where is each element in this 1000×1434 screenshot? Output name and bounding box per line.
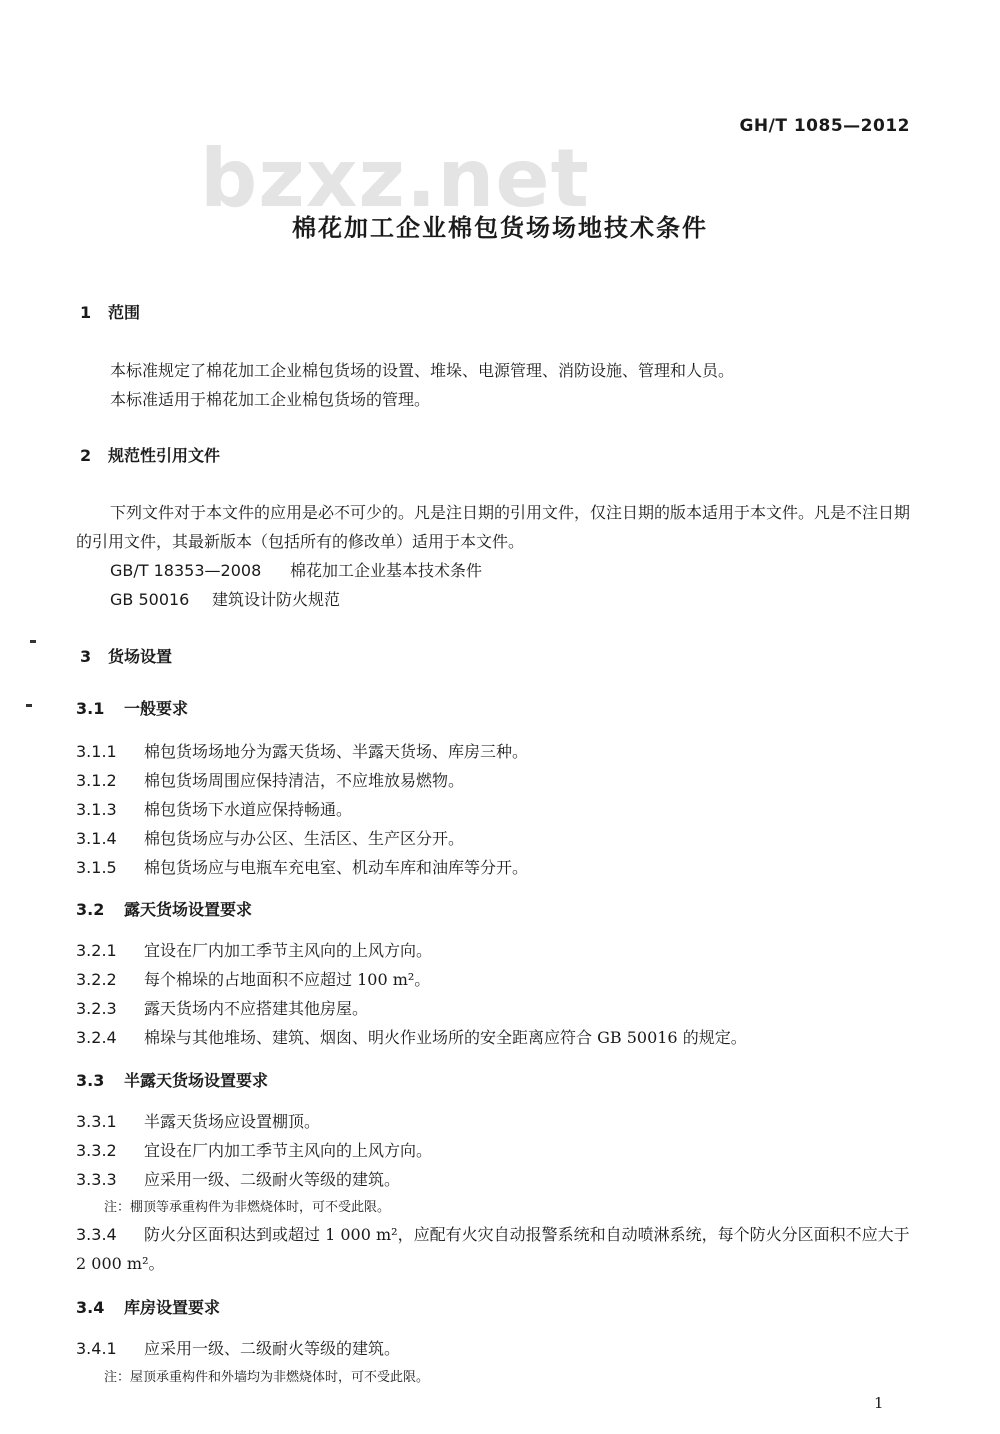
subsection-title: 库房设置要求 <box>124 1298 221 1317</box>
clause-item <box>76 938 432 961</box>
clause-number: 3.4.1 <box>76 1339 117 1358</box>
subsection-3-3-heading <box>76 1068 268 1091</box>
clause-text: 棉包货场场地分为露天货场、半露天货场、库房三种。 <box>144 742 529 761</box>
reference-code: GB 50016 <box>110 590 190 609</box>
clause-item <box>76 1220 910 1278</box>
section-number: 1 <box>80 303 92 322</box>
clause-text: 棉包货场下水道应保持畅通。 <box>144 800 353 819</box>
clause-number: 3.3.4 <box>76 1225 117 1244</box>
reference-title: 建筑设计防火规范 <box>212 590 341 609</box>
margin-mark <box>26 704 32 707</box>
clause-item <box>76 797 352 820</box>
subsection-number: 3.3 <box>76 1071 105 1090</box>
clause-item <box>76 1138 432 1161</box>
reference-title: 棉花加工企业基本技术条件 <box>290 561 483 580</box>
clause-item <box>76 768 464 791</box>
section-title: 范围 <box>108 303 141 322</box>
clause-number: 3.3.2 <box>76 1141 117 1160</box>
clause-text: 应采用一级、二级耐火等级的建筑。 <box>144 1339 401 1358</box>
subsection-title: 半露天货场设置要求 <box>124 1071 269 1090</box>
clause-item <box>76 1109 320 1132</box>
clause-text: 棉垛与其他堆场、建筑、烟囱、明火作业场所的安全距离应符合 GB 50016 的规定。 <box>144 1028 747 1047</box>
clause-text: 宜设在厂内加工季节主风向的上风方向。 <box>144 1141 433 1160</box>
note: 注：屋顶承重构件和外墙均为非燃烧体时，可不受此限。 <box>104 1370 430 1385</box>
clause-number: 3.1.5 <box>76 858 117 877</box>
paragraph: 本标准规定了棉花加工企业棉包货场的设置、堆垛、电源管理、消防设施、管理和人员。 <box>110 361 735 380</box>
section-title: 规范性引用文件 <box>108 446 221 465</box>
section-2-heading <box>80 443 220 466</box>
reference-item <box>110 587 340 610</box>
subsection-3-1-heading <box>76 696 188 719</box>
paragraph: 本标准适用于棉花加工企业棉包货场的管理。 <box>110 390 431 409</box>
subsection-3-2-heading <box>76 897 252 920</box>
page-number: 1 <box>874 1394 884 1412</box>
clause-item <box>76 739 528 762</box>
note: 注：棚顶等承重构件为非燃烧体时，可不受此限。 <box>104 1200 391 1215</box>
standard-number: GH/T 1085—2012 <box>739 116 910 136</box>
clause-number: 3.1.3 <box>76 800 117 819</box>
clause-text: 防火分区面积达到或超过 1 000 m²，应配有火灾自动报警系统和自动喷淋系统，每个防火分区面积不应大于 2 000 m²。 <box>76 1225 910 1273</box>
clause-number: 3.1.4 <box>76 829 117 848</box>
clause-text: 棉包货场应与电瓶车充电室、机动车库和油库等分开。 <box>144 858 529 877</box>
clause-number: 3.2.2 <box>76 970 117 989</box>
section-1-heading <box>80 300 140 323</box>
clause-number: 3.2.3 <box>76 999 117 1018</box>
section-3-heading <box>80 644 172 667</box>
clause-number: 3.1.1 <box>76 742 117 761</box>
clause-number: 3.2.1 <box>76 941 117 960</box>
clause-item <box>76 967 430 990</box>
subsection-number: 3.1 <box>76 699 105 718</box>
clause-text: 宜设在厂内加工季节主风向的上风方向。 <box>144 941 433 960</box>
clause-text: 棉包货场应与办公区、生活区、生产区分开。 <box>144 829 465 848</box>
subsection-3-4-heading <box>76 1295 220 1318</box>
clause-item <box>76 1025 747 1048</box>
clause-text: 半露天货场应设置棚顶。 <box>144 1112 321 1131</box>
clause-number: 3.2.4 <box>76 1028 117 1047</box>
clause-text: 应采用一级、二级耐火等级的建筑。 <box>144 1170 401 1189</box>
section-title: 货场设置 <box>108 647 173 666</box>
clause-item <box>76 1167 400 1190</box>
clause-text: 每个棉垛的占地面积不应超过 100 m²。 <box>144 970 431 989</box>
clause-number: 3.3.1 <box>76 1112 117 1131</box>
clause-text: 棉包货场周围应保持清洁，不应堆放易燃物。 <box>144 771 465 790</box>
watermark-logo: bzxz.net <box>200 132 590 225</box>
subsection-title: 露天货场设置要求 <box>124 900 253 919</box>
section-number: 2 <box>80 446 92 465</box>
clause-text: 露天货场内不应搭建其他房屋。 <box>144 999 369 1018</box>
section-number: 3 <box>80 647 92 666</box>
subsection-title: 一般要求 <box>124 699 189 718</box>
clause-number: 3.3.3 <box>76 1170 117 1189</box>
clause-number: 3.1.2 <box>76 771 117 790</box>
reference-item <box>110 558 482 581</box>
subsection-number: 3.2 <box>76 900 105 919</box>
clause-item <box>76 826 464 849</box>
subsection-number: 3.4 <box>76 1298 105 1317</box>
clause-item <box>76 996 368 1019</box>
clause-item <box>76 855 528 878</box>
reference-code: GB/T 18353—2008 <box>110 561 262 580</box>
document-title: 棉花加工企业棉包货场场地技术条件 <box>292 214 708 242</box>
margin-mark <box>30 640 36 643</box>
clause-item <box>76 1336 400 1359</box>
paragraph: 下列文件对于本文件的应用是必不可少的。凡是注日期的引用文件，仅注日期的版本适用于本文件。凡是不注日期的引用文件，其最新版本（包括所有的修改单）适用于本文件。 <box>76 503 911 551</box>
